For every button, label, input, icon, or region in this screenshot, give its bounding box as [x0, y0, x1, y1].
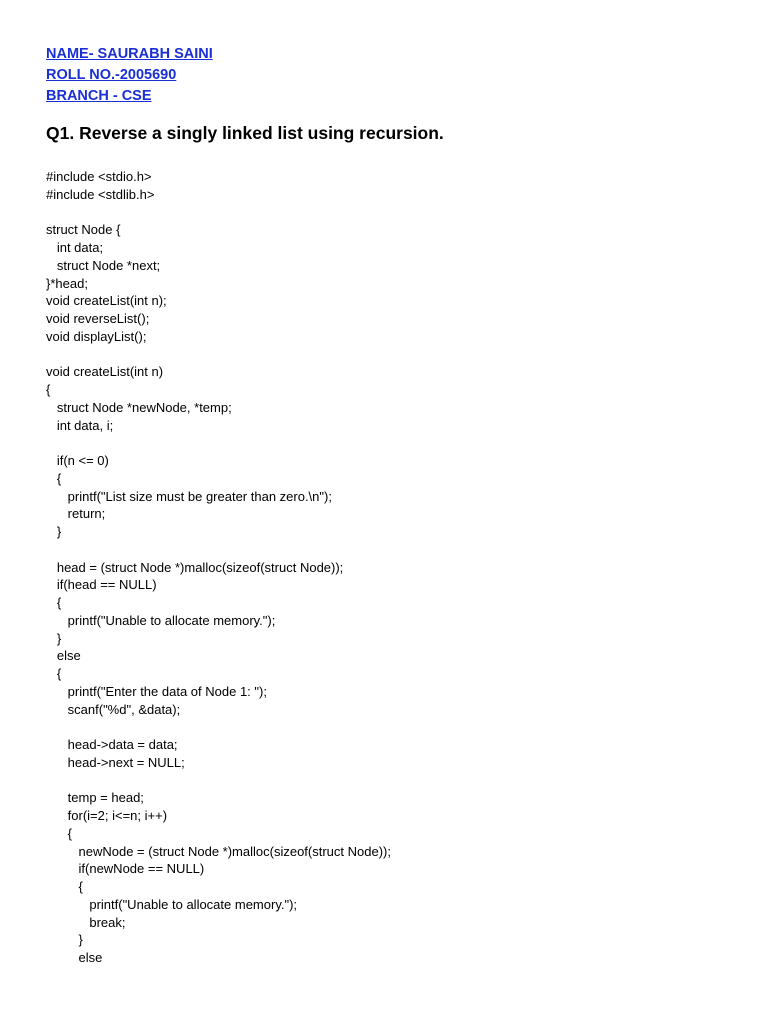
code-line: { [46, 879, 83, 894]
code-line: void createList(int n); [46, 293, 167, 309]
code-line [46, 346, 391, 364]
code-line: int data, i; [46, 417, 114, 433]
code-line: }*head; [46, 275, 88, 291]
code-line: } [46, 932, 83, 948]
branch-link[interactable]: BRANCH - CSE [46, 88, 152, 104]
code-line: { [46, 470, 62, 486]
code-line: { [46, 825, 73, 841]
code-line: { [46, 666, 62, 681]
code-line: head = (struct Node *)malloc(sizeof(struct Node)); [46, 559, 344, 575]
code-line: struct Node *newNode, *temp; [46, 399, 232, 415]
code-line: head->data = data; [46, 737, 178, 752]
code-line [46, 718, 391, 736]
code-line: break; [46, 914, 126, 930]
code-line: temp = head; [46, 790, 144, 806]
code-line: struct Node { [46, 222, 121, 238]
code-line: head->next = NULL; [46, 754, 185, 770]
code-line: if(head == NULL) [46, 577, 157, 593]
code-line: { [46, 382, 51, 397]
code-line: void reverseList(); [46, 311, 150, 326]
code-line [46, 541, 391, 559]
roll-number-link[interactable]: ROLL NO.-2005690 [46, 67, 177, 83]
code-line: struct Node *next; [46, 257, 161, 273]
code-line: if(n <= 0) [46, 453, 109, 468]
code-line: } [46, 524, 62, 539]
code-line: { [46, 595, 62, 610]
author-header [46, 44, 213, 107]
code-line: return; [46, 506, 106, 522]
code-line: else [46, 950, 103, 965]
code-line: scanf("%d", &data); [46, 701, 181, 717]
code-line: printf("Unable to allocate memory."); [46, 612, 276, 628]
code-line: printf("Enter the data of Node 1: "); [46, 683, 267, 699]
code-line: printf("List size must be greater than zero.\n"); [46, 488, 332, 504]
code-line: } [46, 630, 62, 646]
code-line: #include <stdio.h> [46, 169, 152, 184]
code-line [46, 772, 391, 790]
code-line: int data; [46, 240, 104, 255]
code-line: if(newNode == NULL) [46, 861, 205, 877]
code-line [46, 204, 391, 222]
code-line: void createList(int n) [46, 364, 164, 380]
code-line: else [46, 648, 81, 664]
code-line: for(i=2; i<=n; i++) [46, 808, 168, 823]
code-line: printf("Unable to allocate memory."); [46, 896, 298, 912]
code-line [46, 434, 391, 452]
code-line: void displayList(); [46, 328, 147, 344]
code-block [46, 168, 391, 967]
author-name-link[interactable]: NAME- SAURABH SAINI [46, 46, 213, 62]
code-line: #include <stdlib.h> [46, 186, 155, 202]
code-line: newNode = (struct Node *)malloc(sizeof(struct Node)); [46, 843, 391, 859]
question-heading: Q1. Reverse a singly linked list using recursion. [46, 123, 444, 143]
